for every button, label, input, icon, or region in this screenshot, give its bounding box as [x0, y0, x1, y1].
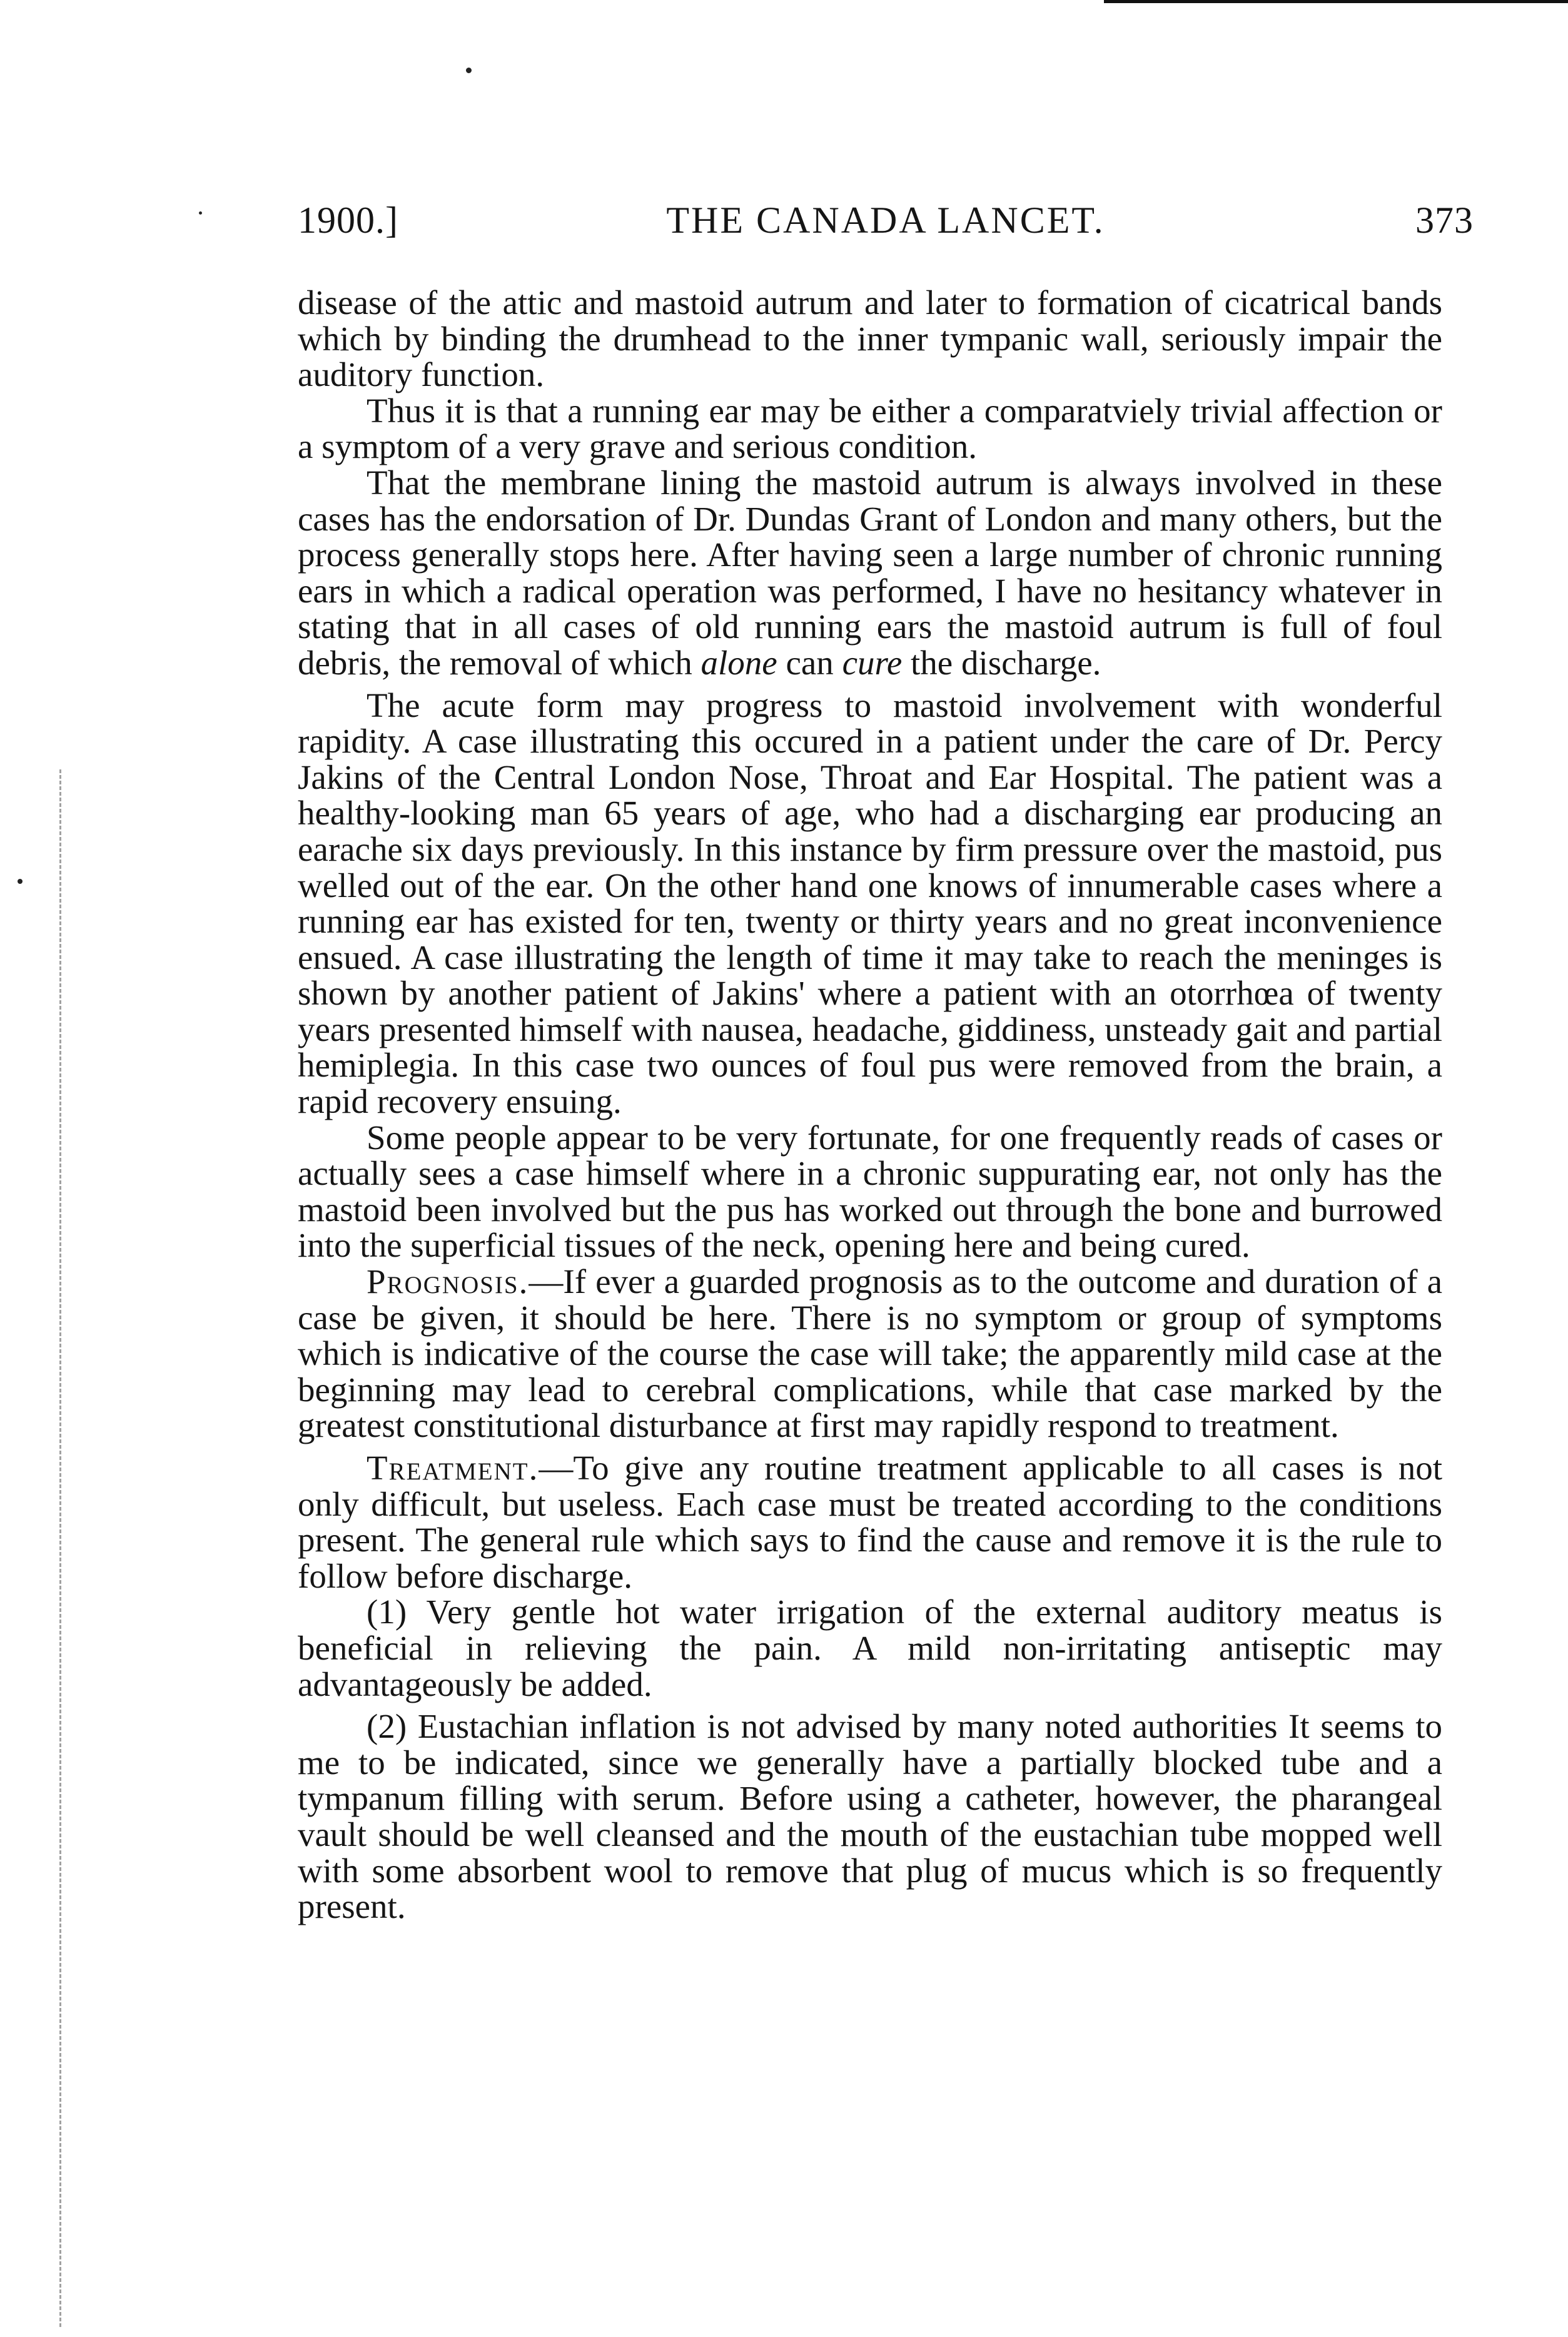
numbered-item-2: (2) Eustachian inflation is not advised by many noted authorities It seems to me to be indicated, since we generally have a partially blocked tube and a tympanum filling with serum. Before using a catheter, however, the pharangeal vault should be well cleansed and the mouth of the eustachian tube mopped well with some absorbent wool to remove that plug of mucus which is so frequently present.: [298, 1707, 1442, 1926]
header-year: 1900.]: [298, 200, 398, 241]
running-header: [298, 199, 1474, 249]
ink-speck: [199, 211, 202, 215]
top-edge-rule: [1104, 0, 1568, 3]
ink-speck: [18, 879, 23, 884]
page-number: 373: [1415, 200, 1474, 241]
treatment-paragraph: Treatment.—To give any routine treatment applicable to all cases is not only difficult, but useless. Each case must be treated according to the conditions present. The general rule which says to find the cause and remove it is the rule to follow before discharge.: [298, 1449, 1442, 1595]
binding-margin-line: [59, 769, 64, 2327]
section-heading-treatment: Treatment.: [367, 1449, 539, 1487]
paragraph: That the membrane lining the mastoid autrum is always involved in these cases has the endorsation of Dr. Dundas Grant of London and many others, but the process generally stops here. After having seen a large number of chronic running ears in which a radical operation was performed, I have no hesitancy whatever in stating that in all cases of old running ears the mastoid autrum is full of foul debris, the removal of which alone can cure the discharge.: [298, 463, 1442, 682]
ink-speck: [466, 68, 472, 73]
emphasis-cure: cure: [842, 643, 903, 682]
prognosis-paragraph: Prognosis.—If ever a guarded prognosis as to the outcome and duration of a case be given, it should be here. There is no symptom or group of symptoms which is indicative of the course the case will take; the apparently mild case at the beginning may lead to cerebral complications, while that case marked by the greatest constitutional disturbance at first may rapidly respond to treatment.: [298, 1262, 1442, 1445]
article-body: [298, 285, 1442, 1925]
journal-title: THE CANADA LANCET.: [666, 200, 1105, 241]
emphasis-alone: alone: [701, 643, 777, 682]
numbered-item-1: (1) Very gentle hot water irrigation of the external auditory meatus is beneficial in relieving the pain. A mild non-irritating antiseptic may advantageously be added.: [298, 1593, 1442, 1703]
section-heading-prognosis: Prognosis.: [367, 1262, 529, 1301]
paragraph: Some people appear to be very fortunate, for one frequently reads of cases or actually sees a case himself where in a chronic suppurating ear, not only has the mastoid been involved but the pus has worked out through the bone and burrowed into the superficial tissues of the neck, opening here and being cured.: [298, 1118, 1442, 1265]
paragraph: Thus it is that a running ear may be either a comparatviely trivial affection or a symptom of a very grave and serious condition.: [298, 391, 1442, 466]
paragraph: The acute form may progress to mastoid involvement with wonderful rapidity. A case illustrating this occured in a patient under the care of Dr. Percy Jakins of the Central London Nose, Throat and Ear Hospital. The patient was a healthy-looking man 65 years of age, who had a discharging ear producing an earache six days previously. In this instance by firm pressure over the mastoid, pus welled out of the ear. On the other hand one knows of innumerable cases where a running ear has existed for ten, twenty or thirty years and no great inconvenience ensued. A case illustrating the length of time it may take to reach the meninges is shown by another patient of Jakins' where a patient with an otorrhœa of twenty years presented himself with nausea, headache, giddiness, unsteady gait and partial hemiplegia. In this case two ounces of foul pus were removed from the brain, a rapid recovery ensuing.: [298, 686, 1442, 1121]
paragraph-continuation: disease of the attic and mastoid autrum and later to formation of cicatrical bands which by binding the drumhead to the inner tympanic wall, seriously impair the auditory function.: [298, 283, 1442, 394]
